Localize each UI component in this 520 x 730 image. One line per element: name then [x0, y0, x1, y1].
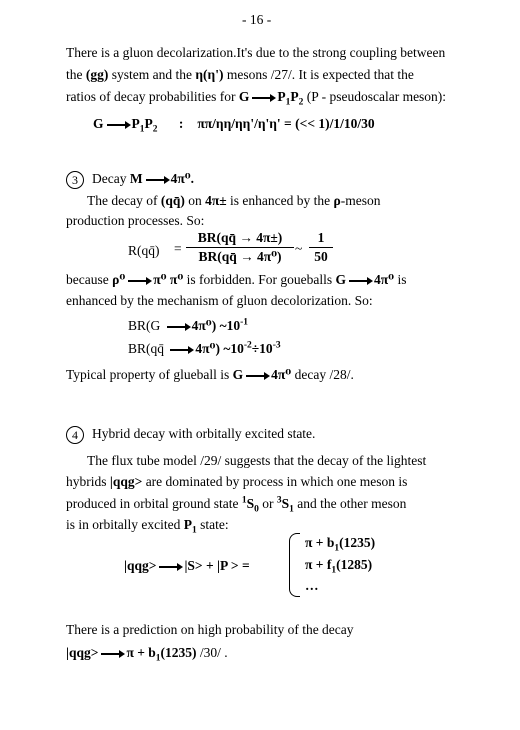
colon: : [178, 116, 184, 131]
text: and the other meson [293, 496, 407, 511]
brace [289, 533, 300, 597]
text: is enhanced by the [226, 193, 334, 208]
p-symbol: P [131, 116, 140, 131]
text: (P - pseudoscalar meson): [306, 89, 447, 104]
arrow-icon [128, 280, 150, 282]
p-symbol: P [277, 89, 286, 104]
g-symbol: G [93, 116, 104, 131]
superscript: 1 [241, 495, 247, 506]
ratio-expression: ππ/ηη/ηη'/η'η' = (<< 1)/1/10/30 [197, 116, 375, 131]
section3-line-3 [66, 272, 406, 288]
r-label: R(qq̄) [128, 243, 160, 258]
section3-line-5 [66, 367, 354, 383]
text: ÷10 [251, 341, 273, 356]
p-state: P [183, 517, 192, 532]
br-numerator: BR(qq̄ → 4π±) [197, 230, 283, 245]
text: 4π⁰) ~10 [191, 318, 241, 333]
section4-line-3 [66, 495, 407, 515]
fraction-bar [186, 247, 294, 248]
subscript: 1 [191, 525, 197, 536]
text: π + b [126, 645, 156, 660]
section3-line-1 [87, 193, 381, 209]
text: is forbidden. For goueballs [183, 272, 336, 287]
section-number: 3 [66, 171, 84, 189]
subscript: 1 [155, 653, 161, 664]
exponent: -1 [240, 317, 249, 328]
arrow-icon [101, 653, 123, 655]
text: The decay of [87, 193, 161, 208]
br-qqbar [128, 341, 281, 357]
g-symbol: G [238, 89, 250, 104]
page-number: - 16 - [242, 12, 272, 27]
m-symbol: M [129, 171, 143, 187]
s-state: S [281, 496, 290, 511]
decay-channel-ellipsis: … [305, 578, 319, 593]
superscript: 3 [276, 495, 282, 506]
g-symbol: G [335, 272, 346, 287]
text: because [66, 272, 113, 287]
fraction-numerator: 1 [317, 230, 325, 245]
intro-line-1: There is a gluon decolarization.It's due to the strong coupling between [66, 45, 446, 60]
four-pi-zero: 4π⁰ [271, 367, 292, 382]
text: is in orbitally excited [66, 517, 184, 532]
arrow-icon [159, 566, 181, 568]
decay-channel-2 [305, 557, 373, 576]
eta-mesons: η(η') [195, 67, 224, 82]
exponent: -2 [243, 340, 252, 351]
text: on [184, 193, 206, 208]
hybrid-state: |qqg> [109, 474, 143, 489]
subscript: 1 [334, 543, 340, 554]
text: (1285) [336, 557, 373, 572]
rho-zero: ρ⁰ [112, 272, 126, 287]
text: the [66, 67, 86, 82]
final-decay [66, 645, 228, 664]
section4-line-4 [66, 517, 229, 536]
hybrid-state: |qqg> [66, 645, 99, 660]
arrow-icon [167, 326, 189, 328]
qq-bar: (qq̄) [160, 193, 185, 208]
br-glueball [128, 318, 248, 334]
four-pi-pm: 4π± [205, 193, 227, 208]
text: produced in orbital ground state [66, 496, 242, 511]
subscript: 0 [254, 504, 259, 515]
section3-line-2: production processes. So: [66, 213, 205, 228]
gg-system: (gg) [85, 67, 109, 82]
text: state: [196, 517, 229, 532]
section3-heading [66, 171, 194, 189]
four-pi-zero: 4π⁰ [374, 272, 395, 287]
text: Typical property of glueball is [66, 367, 233, 382]
section4-heading [66, 426, 315, 444]
intro-line-3: ratios of decay probabilities for G $P_1P_2$ (P - pseudoscalar meson): [66, 89, 447, 108]
decay-lhs [124, 558, 250, 574]
text: are dominated by process in which one meson is [142, 474, 408, 489]
pi-zero-pair: π⁰ π⁰ [153, 272, 184, 287]
g-symbol: G [232, 367, 244, 382]
fraction-denominator: 50 [314, 249, 328, 264]
section4-line-2 [66, 474, 407, 490]
section4-line-1: The flux tube model /29/ suggests that the decay of the lightest [87, 453, 427, 468]
text: BR(G [128, 318, 164, 333]
text: mesons /27/. It is expected that the [223, 67, 414, 82]
p-symbol: P [290, 89, 299, 104]
text: π + f [305, 557, 332, 572]
subscript: 1 [289, 504, 294, 515]
intro-line-2 [66, 67, 414, 83]
arrow-icon [170, 349, 192, 351]
rho-symbol: ρ [333, 193, 341, 208]
text: (1235) [160, 645, 197, 660]
br-fraction [186, 230, 294, 265]
text: decay /28/. [291, 367, 354, 382]
arrow-icon [107, 124, 129, 126]
reference: /30/ . [196, 645, 228, 660]
text: -meson [340, 193, 381, 208]
br-denominator: BR(qq̄ → 4π⁰) [198, 249, 282, 264]
text: |S> + |P > = [184, 558, 250, 573]
text: or [258, 496, 277, 511]
arrow-icon [146, 179, 168, 181]
decay-channel-1 [305, 535, 376, 554]
text: hybrids [66, 474, 110, 489]
section3-line-4: enhanced by the mechanism of gluon decolorization. So: [66, 293, 373, 308]
fraction-bar [309, 247, 333, 248]
value-fraction [309, 230, 333, 265]
text: is [394, 272, 407, 287]
text: BR(qq̄ [128, 341, 168, 356]
subscript: 1 [331, 565, 337, 576]
ratio-line: G $P_1P_2$ : ππ/ηη/ηη'/η'η' = (<< 1)/1/10/30 [93, 116, 375, 135]
text: Decay [92, 171, 130, 187]
arrow-icon [349, 280, 371, 282]
section4-line-5: There is a prediction on high probability of the decay [66, 622, 354, 637]
s-state: S [246, 496, 255, 511]
equals-sign: = [174, 241, 182, 256]
text: π + b [305, 535, 335, 550]
hybrid-state: |qqg> [124, 558, 157, 573]
arrow-icon [246, 375, 268, 377]
arrow-icon [252, 97, 274, 99]
text: system and the [108, 67, 196, 82]
text: Hybrid decay with orbitally excited state. [92, 426, 316, 442]
exponent: -3 [272, 340, 281, 351]
approx-sign: ~ [295, 241, 303, 256]
section-number: 4 [66, 426, 84, 444]
text: (1235) [339, 535, 376, 550]
four-pi-zero: 4π⁰. [170, 171, 195, 187]
text: 4π⁰) ~10 [195, 341, 244, 356]
text: ratios of decay probabilities for [66, 89, 239, 104]
